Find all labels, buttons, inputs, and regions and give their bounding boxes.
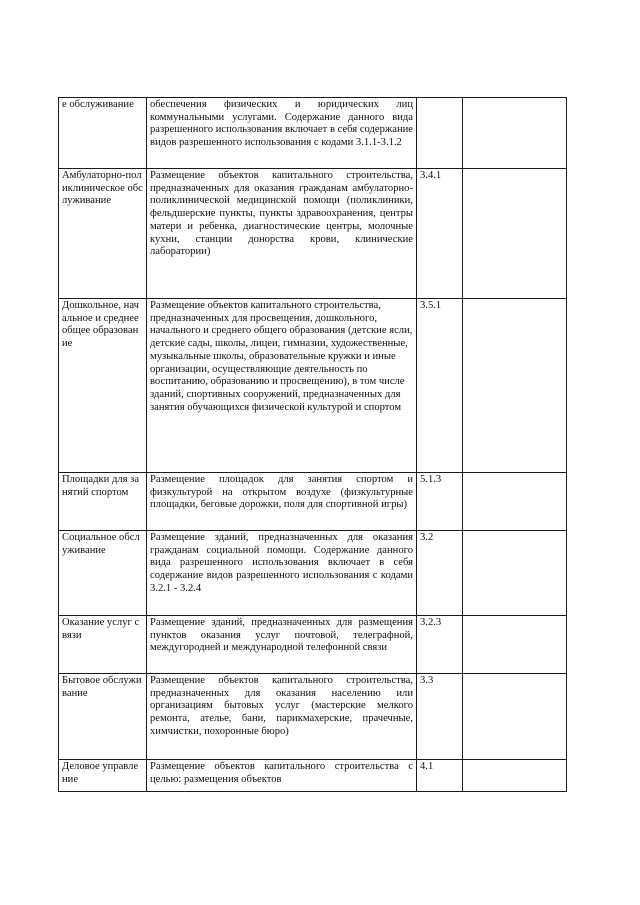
use-code-cell: 3.4.1: [417, 169, 463, 299]
use-name-cell: Площадки для занятий спортом: [59, 473, 147, 531]
use-description-cell: Размещение площадок для занятия спортом и физкультурой на открытом воздухе (физкультурные площадки, беговые дорожки, поля для спортивной игры): [147, 473, 417, 531]
use-code-cell: 5.1.3: [417, 473, 463, 531]
use-code-cell: 3.5.1: [417, 299, 463, 473]
use-name-cell: Социальное обслуживание: [59, 531, 147, 616]
use-code-cell: 4.1: [417, 760, 463, 792]
use-code-cell: 3.2: [417, 531, 463, 616]
note-cell: [463, 616, 567, 674]
note-cell: [463, 760, 567, 792]
table-row: [59, 674, 567, 760]
use-description-cell: Размещение объектов капитального строительства с целью: размещения объектов: [147, 760, 417, 792]
note-cell: [463, 531, 567, 616]
use-name-cell: Деловое управление: [59, 760, 147, 792]
table-row: [59, 299, 567, 473]
use-name-cell: Амбулаторно-поликлиническое обслуживание: [59, 169, 147, 299]
table-row: [59, 98, 567, 169]
table-row: [59, 169, 567, 299]
use-description-cell: обеспечения физических и юридических лиц коммунальными услугами. Содержание данного вида разрешенного использования включает в себя содержание видов разрешенного использования с кодами 3.1.1-3.1.2: [147, 98, 417, 169]
use-name-cell: е обслуживание: [59, 98, 147, 169]
use-description-cell: Размещение зданий, предназначенных для размещения пунктов оказания услуг почтовой, телеграфной, междугородней и международной телефонной связи: [147, 616, 417, 674]
land-use-table: [58, 97, 567, 792]
table-row: [59, 473, 567, 531]
table-row: [59, 616, 567, 674]
use-name-cell: Дошкольное, начальное и среднее общее образование: [59, 299, 147, 473]
use-description-cell: Размещение объектов капитального строительства, предназначенных для оказания населению или организациям бытовых услуг (мастерские мелкого ремонта, ателье, бани, парикмахерские, прачечные, химчистки, похоронные бюро): [147, 674, 417, 760]
use-description-cell: Размещение объектов капитального строительства, предназначенных для просвещения, дошкольного, начального и среднего общего образования (детские ясли, детские сады, школы, лицеи, гимназии, художественные, музыкальные школы, образовательные кружки и иные организации, осуществляющие деятельность по воспитанию, образованию и просвещению), в том числе зданий, спортивных сооружений, предназначенных для занятия обучающихся физической культурой и спортом: [147, 299, 417, 473]
table-row: [59, 760, 567, 792]
use-name-cell: Оказание услуг связи: [59, 616, 147, 674]
note-cell: [463, 473, 567, 531]
use-code-cell: 3.2.3: [417, 616, 463, 674]
note-cell: [463, 299, 567, 473]
note-cell: [463, 674, 567, 760]
use-code-cell: 3.3: [417, 674, 463, 760]
use-description-cell: Размещение зданий, предназначенных для оказания гражданам социальной помощи. Содержание данного вида разрешенного использования включает в себя содержание видов разрешенного использования с кодами 3.2.1 - 3.2.4: [147, 531, 417, 616]
table-row: [59, 531, 567, 616]
use-code-cell: [417, 98, 463, 169]
use-name-cell: Бытовое обслуживание: [59, 674, 147, 760]
note-cell: [463, 169, 567, 299]
note-cell: [463, 98, 567, 169]
use-description-cell: Размещение объектов капитального строительства, предназначенных для оказания гражданам амбулаторно-поликлинической медицинской помощи (поликлиники, фельдшерские пункты, пункты здравоохранения, центры матери и ребенка, диагностические центры, молочные кухни, станции донорства крови, клинические лаборатории): [147, 169, 417, 299]
